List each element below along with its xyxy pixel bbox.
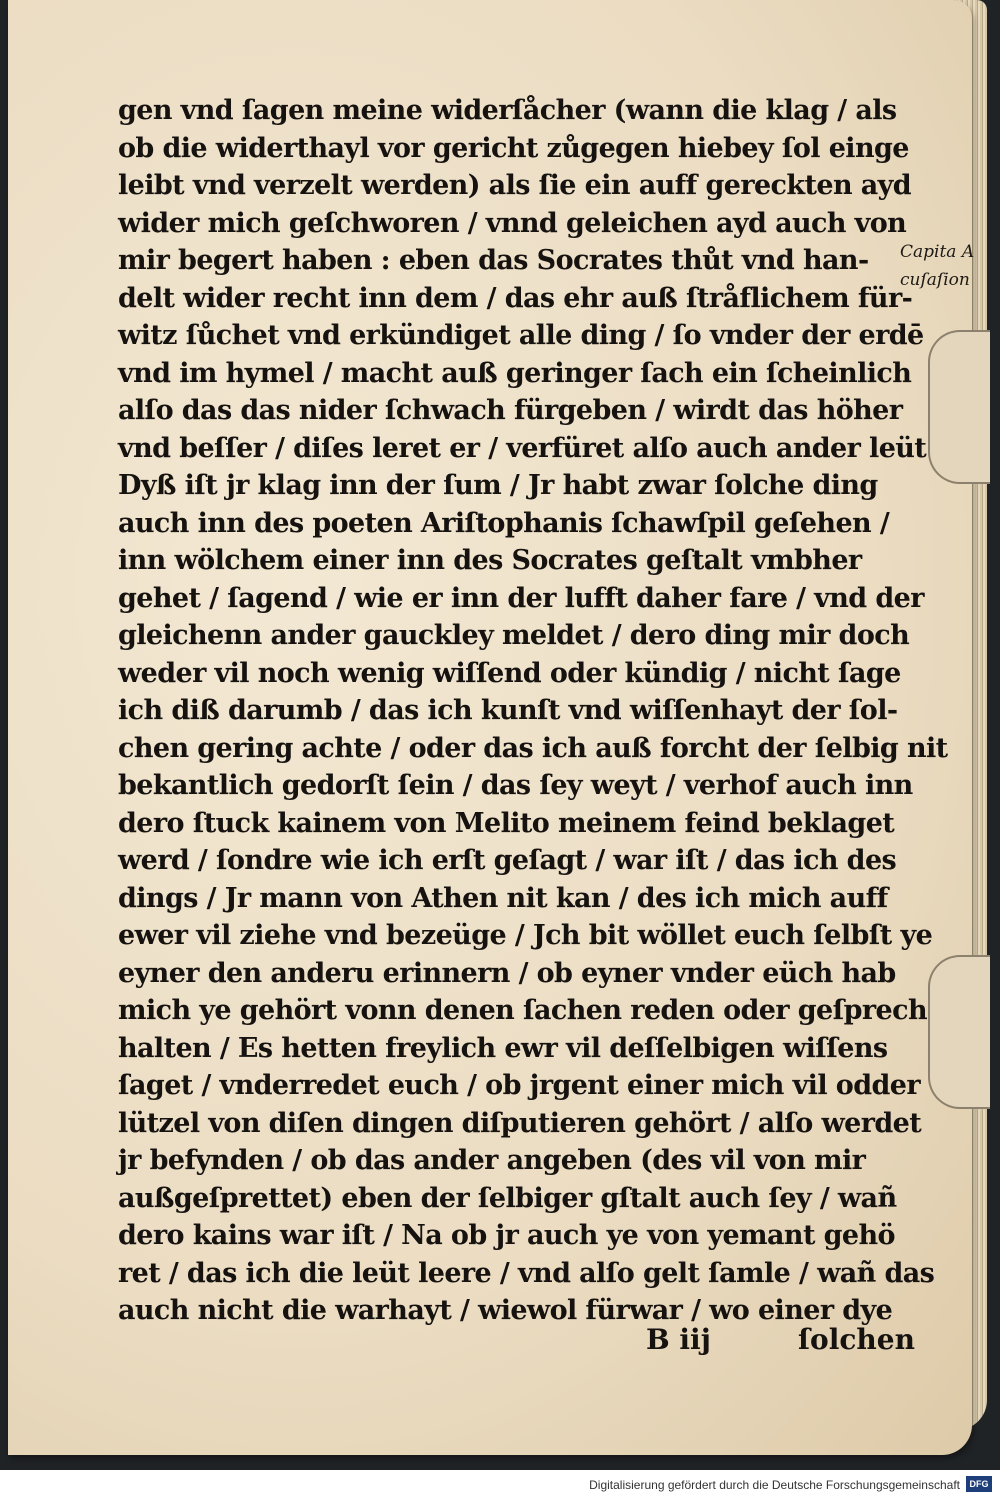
- text-line: leibt vnd verzelt werden) als ſie ein auff gereckten ayd: [118, 170, 912, 201]
- text-line: delt wider recht inn dem / das ehr auß ſtråflichem für-: [118, 282, 913, 314]
- text-line: vnd im hymel / macht auß geringer ſach ein ſcheinlich: [118, 357, 912, 389]
- text-line: witz ſůchet vnd erkündiget alle ding / ſo vnder der erdē: [118, 320, 924, 351]
- dfg-logo: DFG: [966, 1476, 992, 1492]
- page-clip-top: [928, 330, 990, 484]
- text-line: werd / ſondre wie ich erſt geſagt / war iſt / das ich des: [118, 845, 897, 876]
- text-line: gen vnd ſagen meine widerſåcher (wann die klag / als: [118, 95, 897, 126]
- text-line: mir begert haben : eben das Socrates thůt vnd han-: [118, 245, 869, 276]
- text-line: ſaget / vnderredet euch / ob jrgent einer mich vil odder: [118, 1070, 920, 1101]
- text-line: jr befynden / ob das ander angeben (des vil von mir: [118, 1145, 866, 1176]
- signature-mark: B iij: [646, 1323, 711, 1356]
- credit-text: Digitalisierung gefördert durch die Deutsche Forschungsgemeinschaft: [589, 1478, 960, 1492]
- text-line: ret / das ich die leüt leere / vnd alſo gelt ſamle / wañ das: [118, 1257, 935, 1289]
- text-line: inn wölchem einer inn des Socrates geſtalt vmbher: [118, 545, 862, 576]
- text-line: halten / Es hetten freylich ewr vil deſſelbigen wiſſens: [118, 1032, 888, 1064]
- text-line: auch inn des poeten Ariſtophanis ſchawſpil geſehen /: [118, 507, 890, 539]
- text-line: alſo das das nider ſchwach fürgeben / wirdt das höher: [118, 395, 903, 426]
- credit-bar: [0, 1470, 1000, 1501]
- margin-note-line: Capita A: [900, 242, 975, 262]
- text-line: wider mich geſchworen / vnnd geleichen ayd auch von: [118, 207, 907, 239]
- text-line: dero ſtuck kainem von Melito meinem feind beklaget: [118, 807, 895, 839]
- book-page: [8, 0, 975, 1455]
- text-line: vnd beſſer / diſes leret er / verfüret alſo auch ander leüt: [118, 432, 927, 464]
- text-line: chen gering achte / oder das ich auß forcht der ſelbig nit: [118, 732, 948, 764]
- text-line: dero kains war iſt / Na ob jr auch ye von yemant gehö: [118, 1220, 895, 1251]
- text-line: lützel von diſen dingen diſputieren gehört / alſo werdet: [118, 1107, 922, 1139]
- text-line: Dyß iſt jr klag inn der ſum / Jr habt zwar ſolche ding: [118, 470, 878, 501]
- text-line: gleichenn ander gauckley meldet / dero ding mir doch: [118, 620, 910, 651]
- text-line: ob die widerthayl vor gericht zůgegen hiebey ſol einge: [118, 132, 909, 164]
- text-line: außgeſprettet) eben der ſelbiger gſtalt auch ſey / wañ: [118, 1182, 897, 1214]
- text-line: ewer vil ziehe vnd bezeüge / Jch bit wöllet euch ſelbſt ye: [118, 920, 933, 951]
- margin-note-line: cuſaſion: [900, 270, 970, 290]
- text-line: bekantlich gedorſt ſein / das ſey weyt / verhof auch inn: [118, 770, 913, 801]
- text-line: weder vil noch wenig wiſſend oder kündig / nicht ſage: [118, 657, 901, 689]
- text-line: auch nicht die warhayt / wiewol fürwar / wo einer dye: [118, 1295, 893, 1326]
- page-clip-bottom: [928, 955, 990, 1109]
- text-line: ich diß darumb / das ich kunſt vnd wiſſenhayt der ſol-: [118, 695, 898, 726]
- text-line: eyner den anderu erinnern / ob eyner vnder eüch hab: [118, 957, 896, 989]
- text-line: dings / Jr mann von Athen nit kan / des ich mich auff: [118, 882, 888, 914]
- text-line: mich ye gehört vonn denen ſachen reden oder geſprech: [118, 995, 928, 1026]
- catchword: ſolchen: [798, 1323, 915, 1356]
- text-line: gehet / ſagend / wie er inn der lufft daher fare / vnd der: [118, 582, 924, 614]
- margin-note: [900, 238, 980, 294]
